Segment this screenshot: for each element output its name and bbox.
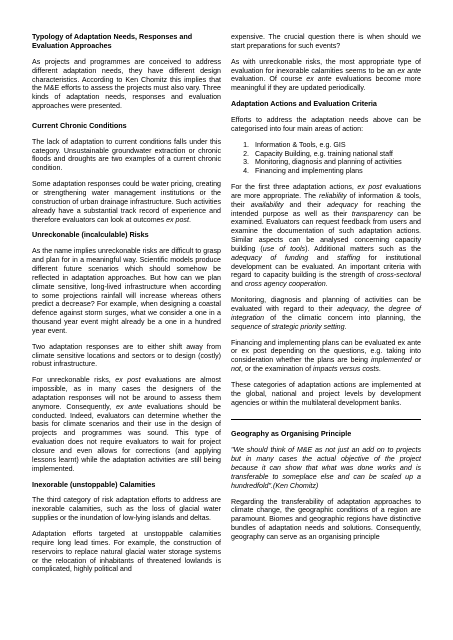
left-column [32, 33, 221, 581]
list-item: 3. Monitoring, diagnosis and planning of activities [251, 158, 421, 167]
list-item: 2. Capacity Building, e.g. training national staff [251, 150, 421, 159]
paragraph: Efforts to address the adaptation needs above can be categorised into four main areas of action: [231, 115, 421, 133]
paragraph: Two adaptation responses are to either shift away from climate sensitive locations and sectors or to design (costly) robust infrastructure. [32, 342, 221, 369]
paragraph: As projects and programmes are conceived to address different adaptation needs, they have different design characteristics. According to Ken Chomitz this implies that the M&E efforts to assess the projects must also vary. Three kinds of adaptation needs, responses and evaluation approaches were presented. [32, 57, 221, 111]
heading-chronic: Current Chronic Conditions [32, 120, 127, 130]
heading-geography: Geography as Organising Principle [231, 429, 352, 439]
section-divider [231, 419, 421, 420]
right-column [231, 33, 421, 549]
heading-actions: Adaptation Actions and Evaluation Criteria [231, 99, 377, 109]
heading-unreckonable: Unreckonable (incalculable) Risks [32, 230, 149, 240]
paragraph: Some adaptation responses could be water pricing, creating or strengthening water management institutions or the construction of urban drainage infrastructure. Such activities already have a substantial track record of experience and therefore evaluators can look at outcomes ex post. [32, 180, 221, 224]
action-list [231, 141, 421, 176]
paragraph: Financing and implementing plans can be evaluated ex ante or ex post depending on the questions, e.g. taking into consideration whether the plans are being implemented or not, or the examination of impacts versus costs. [231, 338, 421, 374]
paragraph: Monitoring, diagnosis and planning of activities can be evaluated with regard to their adequacy, the degree of integration of the climatic concern into planning, the sequence of strategic priority setting. [231, 296, 421, 331]
heading-typology: Typology of Adaptation Needs, Responses and Evaluation Approaches [32, 32, 193, 50]
paragraph: As the name implies unreckonable risks are difficult to grasp and plan for in a meaningful way. Scientific models produce different future scenarios which should somehow be reflected in adaptation approaches. But how can we plan climate sensitive, long-lived infrastructure when according to some projections rainfall will increase whereas others predict a decrease? For example, when designing a coastal defence against storm surges, what we consider a one in a thousand year event might already be a one in a hundred year event. [32, 247, 221, 335]
paragraph: The lack of adaptation to current conditions falls under this category. Unsustainable groundwater extraction or chronic floods and droughts are two examples of a current chronic condition. [32, 137, 221, 173]
paragraph: expensive. The crucial question there is when should we start preparations for such events? [231, 33, 421, 50]
paragraph: As with unreckonable risks, the most appropriate type of evaluation for inexorable calamities seems to be an ex ante evaluation. Of course ex ante evaluations become more meaningful if they are updated periodically. [231, 57, 421, 93]
list-item: 1. Information & Tools, e.g. GIS [251, 141, 421, 150]
paragraph: Adaptation efforts targeted at unstoppable calamities require long lead times. For example, the construction of reservoirs to replace natural glacial water storage systems or the relocation of inhabitants of threatened lowlands is complicated, highly political and [32, 529, 221, 574]
list-item: 4. Financing and implementing plans [251, 167, 421, 176]
paragraph: These categories of adaptation actions are implemented at the global, national and project levels by development agencies or within the multilateral development banks. [231, 380, 421, 407]
paragraph: For unreckonable risks, ex post evaluations are almost impossible, as in many cases the designers of the adaptation responses will not be around to assess them anymore. Consequently, ex ante evaluations should be conducted. Indeed, evaluators can determine whether the basis for climate scenarios and their use in the design of projects and programmes was sound. This type of evaluation does not require evaluators to wait for project closure and even allows for corrections (and applying lessons learnt) while the adaptation activities are still being implemented. [32, 376, 221, 473]
paragraph: The third category of risk adaptation efforts to address are inexorable calamities, such as the loss of glacial water supplies or the inundation of low-lying islands and deltas. [32, 496, 221, 523]
quote: "We should think of M&E as not just an add on to projects but in many cases the actual objective of the project because it can show that what was done works and is transferable to someplace else and can be scaled up a hundredfold".(Ken Chomitz) [231, 446, 421, 490]
paragraph: For the first three adaptation actions, ex post evaluations are more appropriate. The reliability of information & tools, their availability and their adequacy for reaching the intended purpose as well as their transparency can be examined. Evaluators can request feedback from users and examine the documentation of such adaptation actions. Similar aspects can be analysed concerning capacity building (use of tools). Additional matters such as the adequacy of funding and staffing for institutional development can be evaluated. An important criteria with regard to capacity building is the strength of cross-sectoral and cross agency cooperation. [231, 183, 421, 289]
heading-inexorable: Inexorable (unstoppable) Calamities [32, 479, 156, 489]
paragraph: Regarding the transferability of adaptation approaches to climate change, the geographic conditions of a region are paramount. Biomes and geographic regions have distinctive bundles of adaptation needs and solutions. Consequently, geography can serve as an organising principle [231, 497, 421, 541]
